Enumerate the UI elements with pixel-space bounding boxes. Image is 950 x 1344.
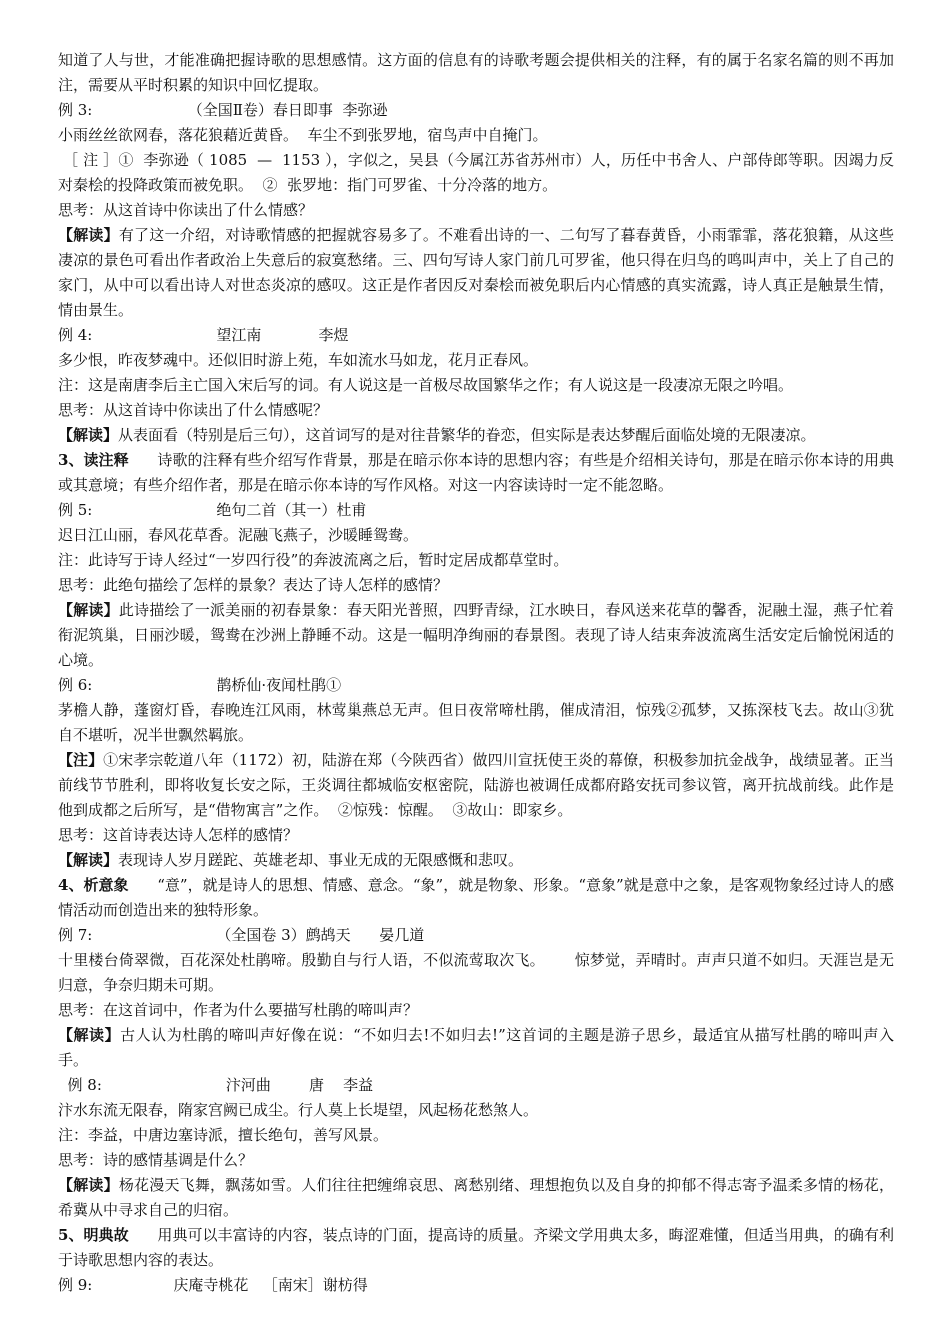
paragraph: ［ 注 ］① 李弥逊（ 1085 — 1153 ），字似之，吴县（今属江苏省苏州市）人，历任中书舍人、户部侍郎等职。因竭力反对秦桧的投降政策而被免职。 ② 张罗地：指门可罗雀、十分冷落的地方。 bbox=[58, 151, 894, 194]
paragraph: 思考：从这首诗中你读出了什么情感呢？ bbox=[58, 401, 329, 419]
paragraph-text: “意”，就是诗人的思想、情感、意念。“象”，就是物象、形象。“意象”就是意中之象，是客观物象经过诗人的感情活动而创造出来的独特形象。 bbox=[58, 876, 895, 919]
paragraph-text: 古人认为杜鹃的啼叫声好像在说：“不如归去!不如归去!”这首词的主题是游子思乡，最适宜从描写杜鹃的啼叫声入手。 bbox=[58, 1026, 894, 1069]
section-heading-paragraph bbox=[58, 873, 894, 923]
paragraph: 多少恨，昨夜梦魂中。还似旧时游上苑，车如流水马如龙，花月正春风。 bbox=[58, 351, 539, 369]
interpretation-paragraph bbox=[58, 1173, 894, 1223]
paragraph: 十里楼台倚翠微，百花深处杜鹃啼。殷勤自与行人语，不似流莺取次飞。 惊梦觉，弄晴时。声声只道不如归。天涯岂是无归意，争奈归期未可期。 bbox=[58, 951, 894, 994]
section-heading-paragraph bbox=[58, 448, 894, 498]
example-title: 例 5: 绝句二首（其一）杜甫 bbox=[58, 501, 367, 519]
section-heading: 3、读注释 bbox=[58, 451, 129, 469]
paragraph: 思考：此绝句描绘了怎样的景象？表达了诗人怎样的感情？ bbox=[58, 576, 449, 594]
paragraph: 注：此诗写于诗人经过“一岁四行役”的奔波流离之后，暂时定居成都草堂时。 bbox=[58, 551, 569, 569]
section-heading: 4、析意象 bbox=[58, 876, 129, 894]
paragraph-text: 此诗描绘了一派美丽的初春景象：春天阳光普照，四野青绿，江水映日，春风送来花草的馨香，泥融土湿，燕子忙着衔泥筑巢，日丽沙暖，鸳鸯在沙洲上静睡不动。这是一幅明净绚丽的春景图。表现了诗人结束奔波流离生活安定后愉悦闲适的心境。 bbox=[58, 601, 894, 669]
interpretation-paragraph bbox=[58, 748, 894, 823]
example-title: 例 7: （全国卷 3）鹧鸪天 晏几道 bbox=[58, 926, 425, 944]
paragraph: 思考：从这首诗中你读出了什么情感？ bbox=[58, 201, 314, 219]
paragraph: 注：李益，中唐边塞诗派，擅长绝句，善写风景。 bbox=[58, 1126, 389, 1144]
section-heading: 5、明典故 bbox=[58, 1226, 129, 1244]
paragraph: 汴水东流无限春，隋家宫阙已成尘。行人莫上长堤望，风起杨花愁煞人。 bbox=[58, 1101, 539, 1119]
interpretation-label: 【注】 bbox=[58, 751, 104, 769]
interpretation-label: 【解读】 bbox=[58, 601, 119, 619]
paragraph: 思考：诗的感情基调是什么？ bbox=[58, 1151, 254, 1169]
example-title: 例 3: （全国Ⅱ卷）春日即事 李弥逊 bbox=[58, 101, 388, 119]
paragraph-text: 杨花漫天飞舞，飘荡如雪。人们往往把缠绵哀思、离愁别绪、理想抱负以及自身的抑郁不得志寄予温柔多情的杨花，希冀从中寻求自己的归宿。 bbox=[58, 1176, 894, 1219]
example-title: 例 6: 鹊桥仙·夜闻杜鹃① bbox=[58, 676, 342, 694]
interpretation-label: 【解读】 bbox=[58, 226, 119, 244]
paragraph-text: 有了这一介绍，对诗歌情感的把握就容易多了。不难看出诗的一、二句写了暮春黄昏，小雨霏霏，落花狼籍，从这些凄凉的景色可看出作者政治上失意后的寂寞愁绪。三、四句写诗人家门前几可罗雀，他只得在归鸟的鸣叫声中，关上了自己的家门，从中可以看出诗人对世态炎凉的感叹。这正是作者因反对秦桧而被免职后内心情感的真实流露，诗人真正是触景生情，情由景生。 bbox=[58, 226, 894, 319]
paragraph-text: 诗歌的注释有些介绍写作背景，那是在暗示你本诗的思想内容；有些是介绍相关诗句，那是在暗示你本诗的用典或其意境；有些介绍作者，那是在暗示你本诗的写作风格。对这一内容读诗时一定不能忽略。 bbox=[58, 451, 894, 494]
interpretation-paragraph bbox=[58, 1023, 894, 1073]
paragraph-text: 从表面看（特别是后三句），这首词写的是对往昔繁华的眷恋，但实际是表达梦醒后面临处境的无限凄凉。 bbox=[118, 426, 816, 444]
paragraph-text: 表现诗人岁月蹉跎、英雄老却、事业无成的无限感慨和悲叹。 bbox=[118, 851, 524, 869]
paragraph: 注：这是南唐李后主亡国入宋后写的词。有人说这是一首极尽故国繁华之作；有人说这是一段凄凉无限之吟唱。 bbox=[58, 376, 794, 394]
paragraph: 知道了人与世，才能准确把握诗歌的思想感情。这方面的信息有的诗歌考题会提供相关的注释，有的属于名家名篇的则不再加注，需要从平时积累的知识中回忆提取。 bbox=[58, 51, 894, 94]
interpretation-label: 【解读】 bbox=[58, 1176, 119, 1194]
paragraph: 思考：在这首词中，作者为什么要描写杜鹃的啼叫声？ bbox=[58, 1001, 419, 1019]
section-heading-paragraph bbox=[58, 1223, 894, 1273]
interpretation-paragraph bbox=[58, 598, 894, 673]
interpretation-label: 【解读】 bbox=[58, 1026, 121, 1044]
interpretation-label: 【解读】 bbox=[58, 426, 119, 444]
paragraph: 茅檐人静，蓬窗灯昏，春晚连江风雨，林莺巢燕总无声。但日夜常啼杜鹃，催成清泪，惊残②孤梦，又拣深枝飞去。故山③犹自不堪听，况半世飘然羁旅。 bbox=[58, 701, 894, 744]
interpretation-label: 【解读】 bbox=[58, 851, 119, 869]
paragraph: 迟日江山丽，春风花草香。泥融飞燕子，沙暖睡鸳鸯。 bbox=[58, 526, 419, 544]
paragraph: 小雨丝丝欲网春，落花狼藉近黄昏。 车尘不到张罗地，宿鸟声中自掩门。 bbox=[58, 126, 548, 144]
interpretation-paragraph bbox=[58, 223, 894, 323]
paragraph-text: 用典可以丰富诗的内容，装点诗的门面，提高诗的质量。齐梁文学用典太多，晦涩难懂，但适当用典，的确有利于诗歌思想内容的表达。 bbox=[58, 1226, 894, 1269]
interpretation-paragraph bbox=[58, 423, 894, 448]
paragraph: 思考：这首诗表达诗人怎样的感情？ bbox=[58, 826, 299, 844]
example-title: 例 9: 庆庵寺桃花 ［南宋］谢枋得 bbox=[58, 1276, 368, 1294]
interpretation-paragraph bbox=[58, 848, 894, 873]
example-title: 例 4: 望江南 李煜 bbox=[58, 326, 349, 344]
paragraph-text: ①宋孝宗乾道八年（1172）初，陆游在郑（今陕西省）做四川宣抚使王炎的幕僚，积极参加抗金战争，战绩显著。正当前线节节胜利，即将收复长安之际，王炎调往都城临安枢密院，陆游也被调任成都府路安抚司参议管，离开抗战前线。此作是他到成都之后所写，是“借物寓言”之作。 ②惊残：惊醒。 ③故山：即家乡。 bbox=[58, 751, 894, 819]
example-title: 例 8: 汴河曲 唐 李益 bbox=[58, 1076, 374, 1094]
